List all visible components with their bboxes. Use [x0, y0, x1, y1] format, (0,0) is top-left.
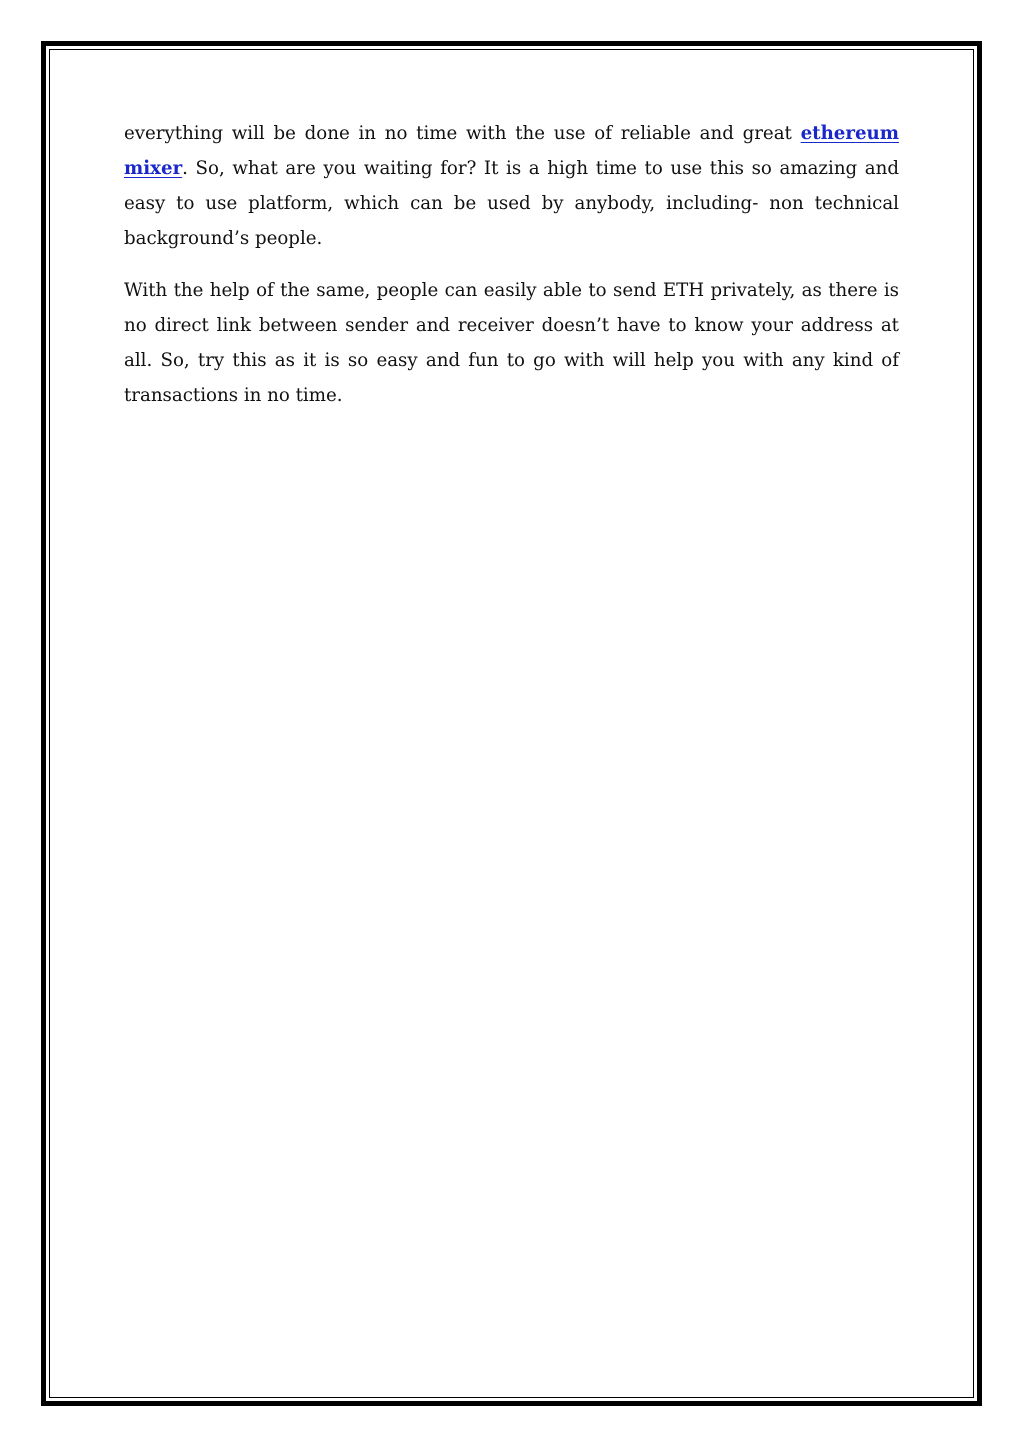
paragraph-1	[124, 116, 899, 256]
paragraph-1-lead: everything will be done in no time with the use of reliable and great	[124, 123, 801, 144]
paragraph-1-trail: . So, what are you waiting for? It is a high time to use this so amazing and easy to use platform, which can be used by anybody, including- non technical background’s people.	[124, 158, 899, 249]
paragraph-2: With the help of the same, people can easily able to send ETH privately, as there is no direct link between sender and receiver doesn’t have to know your address at all. So, try this as it is so easy and fun to go with will help you with any kind of transactions in no time.	[124, 280, 899, 406]
document-body	[124, 116, 899, 430]
ethereum-mixer-link[interactable]: ethereum mixer	[124, 123, 899, 179]
